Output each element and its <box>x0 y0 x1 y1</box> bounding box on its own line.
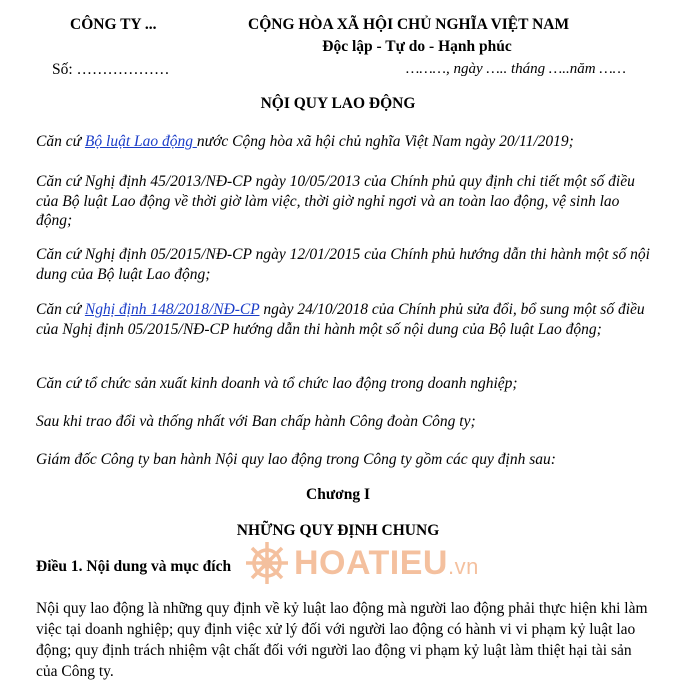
preamble-text: Giám đốc Công ty ban hành Nội quy lao động trong Công ty gồm các quy định sau: <box>36 451 556 468</box>
preamble-paragraph <box>36 412 651 432</box>
article-heading: Điều 1. Nội dung và mục đích <box>36 558 232 575</box>
preamble-paragraph <box>36 172 651 231</box>
preamble-text: nước Cộng hòa xã hội chủ nghĩa Việt Nam ngày 20/11/2019; <box>196 133 574 150</box>
preamble-paragraph <box>36 245 651 284</box>
company-name: CÔNG TY ... <box>70 16 157 33</box>
ship-wheel-icon <box>244 540 290 586</box>
watermark <box>244 540 479 586</box>
chapter-number: Chương I <box>306 486 370 503</box>
national-motto: Độc lập - Tự do - Hạnh phúc <box>322 38 512 55</box>
preamble-text: Căn cứ Nghị định 45/2013/NĐ-CP ngày 10/05/2013 của Chính phủ quy định chi tiết một số điều của Bộ luật Lao động về thời giờ làm việc, thời giờ nghỉ ngơi và an toàn lao động, vệ sinh lao động; <box>36 173 635 229</box>
preamble-paragraph <box>36 132 651 152</box>
preamble-text: Căn cứ tổ chức sản xuất kinh doanh và tổ chức lao động trong doanh nghiệp; <box>36 375 518 392</box>
preamble-text: Căn cứ Nghị định 05/2015/NĐ-CP ngày 12/01/2015 của Chính phủ hướng dẫn thi hành một số nội dung của Bộ luật Lao động; <box>36 246 650 283</box>
preamble-text: Căn cứ <box>36 133 85 150</box>
date-line: ………, ngày ….. tháng …..năm …… <box>406 61 627 77</box>
preamble-paragraph <box>36 300 651 339</box>
article-body: Nội quy lao động là những quy định về kỷ luật lao động mà người lao động phải thực hiện khi làm việc tại doanh nghiệp; quy định việc xử lý đối với người lao động có hành vi vi phạm kỷ luật lao động; quy định trách nhiệm vật chất đối với người lao động vi phạm kỷ luật làm thiệt hại tài sản của Công ty. <box>36 600 648 680</box>
labor-code-link[interactable]: Bộ luật Lao động <box>84 133 197 150</box>
decree-148-link[interactable]: Nghị định 148/2018/NĐ-CP <box>84 301 260 318</box>
preamble-text: Sau khi trao đổi và thống nhất với Ban chấp hành Công đoàn Công ty; <box>36 413 476 430</box>
preamble-text: ngày 24/10/2018 của Chính phủ sửa đổi, bổ sung một số điều của Nghị định 05/2015/NĐ-CP hướng dẫn thi hành một số nội dung của Bộ luật Lao động; <box>36 301 645 338</box>
watermark-brand: HOATIEU.vn <box>294 543 479 582</box>
document-title: NỘI QUY LAO ĐỘNG <box>260 95 416 112</box>
preamble-text: Căn cứ <box>36 301 85 318</box>
preamble-paragraph <box>36 374 651 394</box>
preamble-paragraph <box>36 450 651 470</box>
republic-title: CỘNG HÒA XÃ HỘI CHỦ NGHĨA VIỆT NAM <box>248 16 570 33</box>
document-number: Số: ……………… <box>52 61 170 78</box>
chapter-name: NHỮNG QUY ĐỊNH CHUNG <box>236 522 440 539</box>
